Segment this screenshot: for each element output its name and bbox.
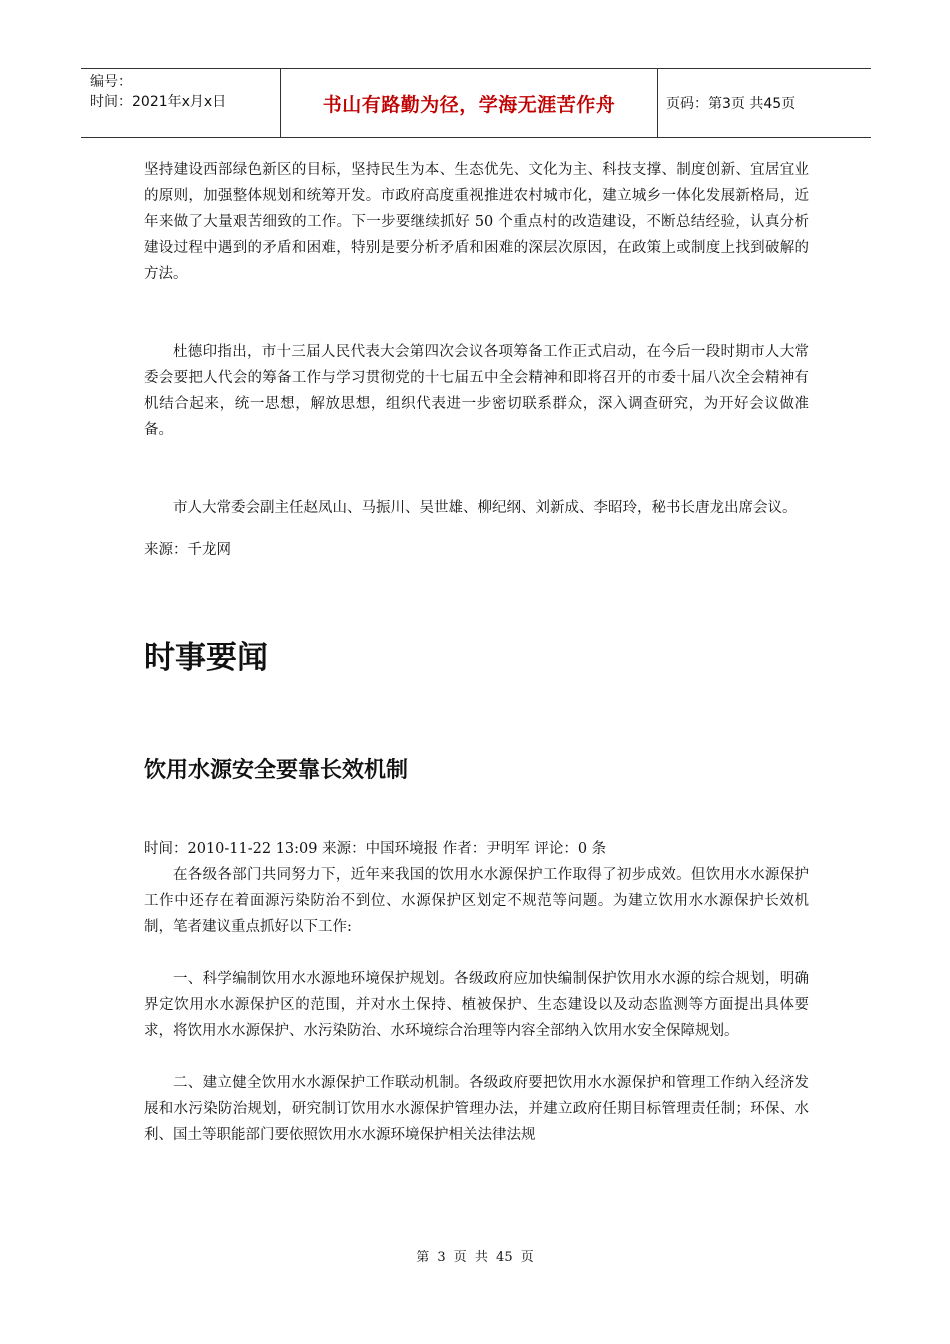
- article-meta: 时间：2010-11-22 13:09 来源：中国环境报 作者：尹明军 评论：0 条: [144, 841, 607, 857]
- section-title: 时事要闻: [144, 640, 268, 676]
- body-paragraph-2: 杜德印指出，市十三届人民代表大会第四次会议各项筹备工作正式启动，在今后一段时期市人大常委会要把人代会的筹备工作与学习贯彻党的十七届五中全会精神和即将召开的市委十届八次全会精神有机结合起来，统一思想，解放思想，组织代表进一步密切联系群众，深入调查研究，为开好会议做准备。: [144, 344, 809, 438]
- page-footer: 第 3 页 共 45 页: [416, 1250, 534, 1265]
- article-paragraph-1: 在各级各部门共同努力下，近年来我国的饮用水水源保护工作取得了初步成效。但饮用水水源保护工作中还存在着面源污染防治不到位、水源保护区划定不规范等问题。为建立饮用水水源保护长效机制，笔者建议重点抓好以下工作:: [144, 867, 809, 935]
- article-paragraph-2: 一、科学编制饮用水水源地环境保护规划。各级政府应加快编制保护饮用水水源的综合规划，明确界定饮用水水源保护区的范围，并对水土保持、植被保护、生态建设以及动态监测等方面提出具体要求，将饮用水水源保护、水污染防治、水环境综合治理等内容全部纳入饮用水安全保障规划。: [144, 971, 809, 1039]
- article-title: 饮用水源安全要靠长效机制: [144, 758, 409, 783]
- source-line: 来源：千龙网: [144, 542, 231, 558]
- page-header: [81, 68, 871, 138]
- body-paragraph-3: 市人大常委会副主任赵凤山、马振川、吴世雄、柳纪纲、刘新成、李昭玲，秘书长唐龙出席会议。: [173, 500, 797, 516]
- header-motto: 书山有路勤为径，学海无涯苦作舟: [281, 69, 658, 137]
- article-paragraph-3: 二、建立健全饮用水水源保护工作联动机制。各级政府要把饮用水水源保护和管理工作纳入经济发展和水污染防治规划，研究制订饮用水水源保护管理办法，并建立政府任期目标管理责任制；环保、水利、国土等职能部门要依照饮用水水源环境保护相关法律法规: [144, 1075, 809, 1143]
- body-paragraph-1: 坚持建设西部绿色新区的目标，坚持民生为本、生态优先、文化为主、科技支撑、制度创新、宜居宜业的原则，加强整体规划和统筹开发。市政府高度重视推进农村城市化，建立城乡一体化发展新格局，近年来做了大量艰苦细致的工作。下一步要继续抓好 50 个重点村的改造建设，不断总结经验，认真分析建设过程中遇到的矛盾和困难，特别是要分析矛盾和困难的深层次原因，在政策上或制度上找到破解的方法。: [144, 162, 809, 282]
- header-doc-info: [81, 69, 281, 137]
- document-body: [144, 157, 809, 1148]
- doc-time-label: 时间：2021年x月x日: [90, 94, 227, 110]
- doc-number-label: 编号：: [90, 74, 132, 90]
- header-page-info: 页码：第3页 共45页: [666, 96, 796, 112]
